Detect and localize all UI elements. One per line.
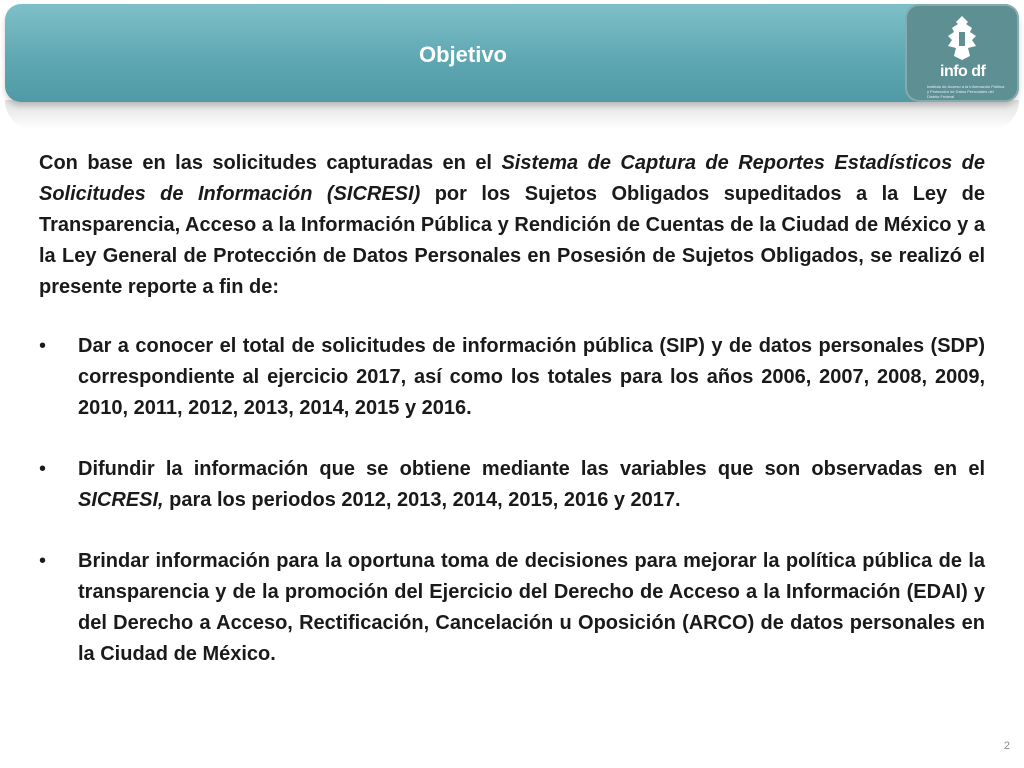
intro-text-2: por los Sujetos Obligados supeditados a la Ley de Transparencia, Acceso a la Información Pública y Rendición de Cuentas de la Ciudad de México y a la Ley General de Protección de Datos Personales en Posesión de Sujetos Obligados, se realizó el presente reporte a fin de: xyxy=(39,183,985,298)
logo-text: info df xyxy=(940,63,986,80)
bullet-text-2-italic: SICRESI, xyxy=(78,489,164,511)
bullet-icon: • xyxy=(39,458,47,480)
logo-institution-name: Instituto de Acceso a la Información Pública y Protección de Datos Personales del Distrito Federal xyxy=(927,84,1005,99)
objectives-list xyxy=(39,331,985,670)
list-item xyxy=(39,546,985,670)
intro-italic: Sistema de Captura de Reportes Estadísticos de Solicitudes de Información (SICRESI) xyxy=(39,152,985,205)
bullet-text-1: Dar a conocer el total de solicitudes de información pública (SIP) y de datos personales (SDP) correspondiente al ejercicio 2017, así como los totales para los años 2006, 2007, 2008, 2009, 2010, 2011, 2012, 2013, 2014, 2015 y 2016. xyxy=(78,335,985,419)
bullet-icon: • xyxy=(39,335,47,357)
bullet-text-2a: Difundir la información que se obtiene mediante las variables que son observadas en el xyxy=(78,458,985,480)
bullet-text-3: Brindar información para la oportuna toma de decisiones para mejorar la política pública de la transparencia y de la promoción del Ejercicio del Derecho de Acceso a la Información (EDAI) y del Derecho a Acceso, Rectificación, Cancelación u Oposición (ARCO) de datos personales en la Ciudad de México. xyxy=(78,550,985,665)
list-item xyxy=(39,331,985,424)
bullet-text-2b: para los periodos 2012, 2013, 2014, 2015, 2016 y 2017. xyxy=(163,489,681,511)
main-content xyxy=(39,148,985,700)
infodf-logo xyxy=(905,4,1019,102)
list-item xyxy=(39,454,985,516)
city-emblem-icon xyxy=(942,14,982,62)
bullet-icon: • xyxy=(39,550,47,572)
intro-text-1: Con base en las solicitudes capturadas en el xyxy=(39,152,502,174)
page-title: Objetivo xyxy=(418,42,507,67)
header-shadow xyxy=(5,100,1019,130)
page-number: 2 xyxy=(1003,740,1010,752)
header-bar xyxy=(5,4,1019,102)
intro-paragraph xyxy=(39,148,985,303)
